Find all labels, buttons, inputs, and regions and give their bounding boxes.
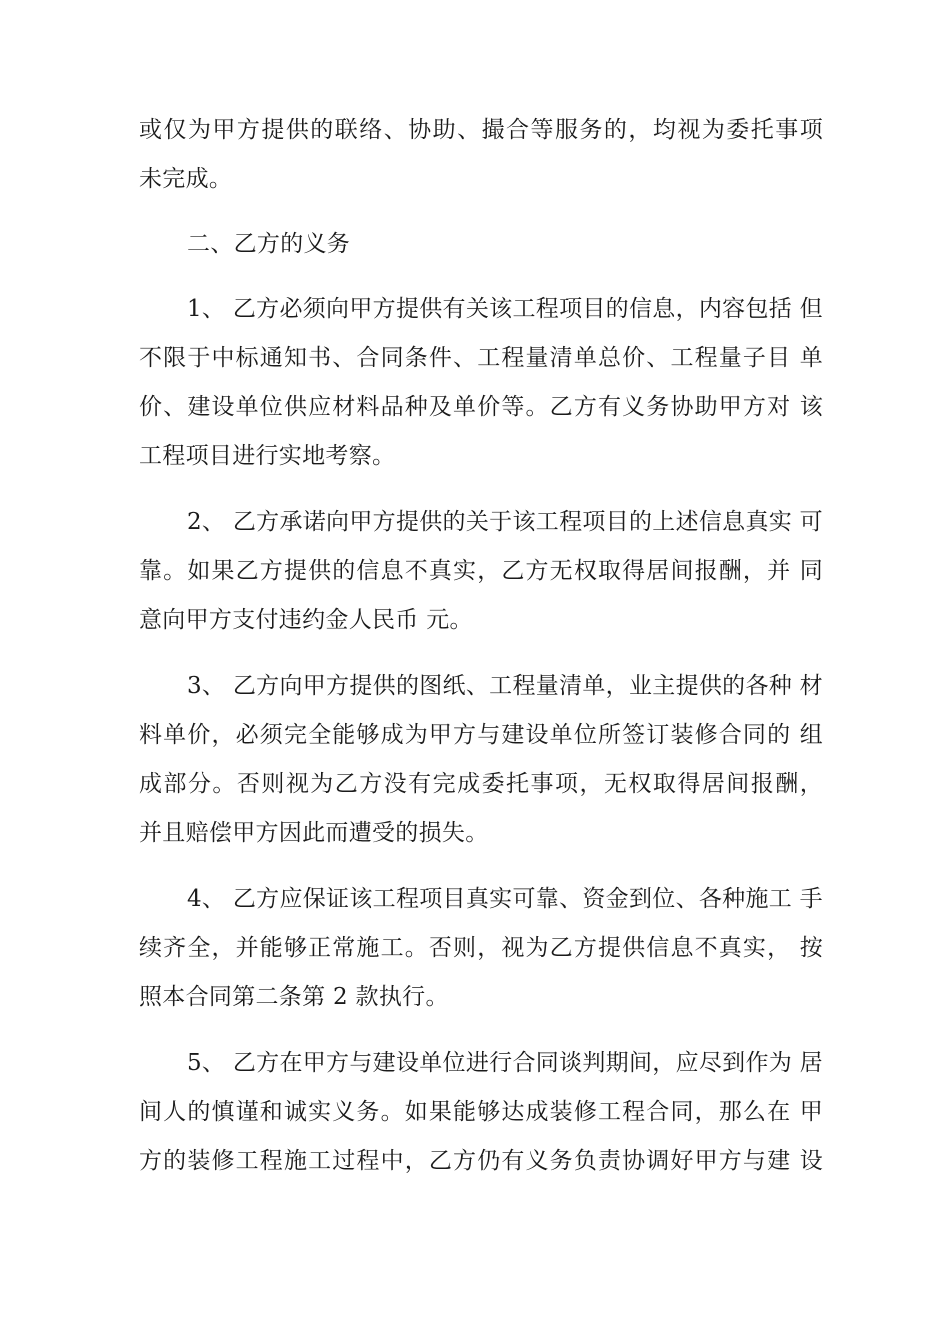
text-line: 不限于中标通知书、合同条件、工程量清单总价、工程量子目 单	[139, 345, 823, 371]
text-line: 工程项目进行实地考察。	[139, 443, 396, 469]
text-line: 2、 乙方承诺向甲方提供的关于该工程项目的上述信息真实 可	[187, 509, 823, 535]
text-line: 成部分。否则视为乙方没有完成委托事项，无权取得居间报酬，	[139, 771, 823, 797]
text-line: 照本合同第二条第 2 款执行。	[139, 984, 449, 1010]
text-line: 未完成。	[139, 166, 233, 192]
text-line: 3、 乙方向甲方提供的图纸、工程量清单，业主提供的各种 材	[187, 673, 823, 699]
text-line: 意向甲方支付违约金人民币 元。	[139, 607, 473, 633]
text-line: 并且赔偿甲方因此而遭受的损失。	[139, 820, 489, 846]
text-line: 间人的慎谨和诚实义务。如果能够达成装修工程合同，那么在 甲	[139, 1099, 823, 1125]
text-line: 或仅为甲方提供的联络、协助、撮合等服务的，均视为委托事项	[139, 117, 823, 143]
text-line: 4、 乙方应保证该工程项目真实可靠、资金到位、各种施工 手	[187, 886, 823, 912]
text-line: 1、 乙方必须向甲方提供有关该工程项目的信息，内容包括 但	[187, 296, 823, 322]
text-line: 价、建设单位供应材料品种及单价等。乙方有义务协助甲方对 该	[139, 394, 823, 420]
text-line: 方的装修工程施工过程中，乙方仍有义务负责协调好甲方与建 设	[139, 1148, 823, 1174]
section-heading: 二、乙方的义务	[187, 231, 351, 257]
text-line: 5、 乙方在甲方与建设单位进行合同谈判期间，应尽到作为 居	[187, 1050, 823, 1076]
text-line: 料单价，必须完全能够成为甲方与建设单位所签订装修合同的 组	[139, 722, 823, 748]
text-line: 靠。如果乙方提供的信息不真实，乙方无权取得居间报酬，并 同	[139, 558, 823, 584]
text-line: 续齐全，并能够正常施工。否则，视为乙方提供信息不真实， 按	[139, 935, 823, 961]
